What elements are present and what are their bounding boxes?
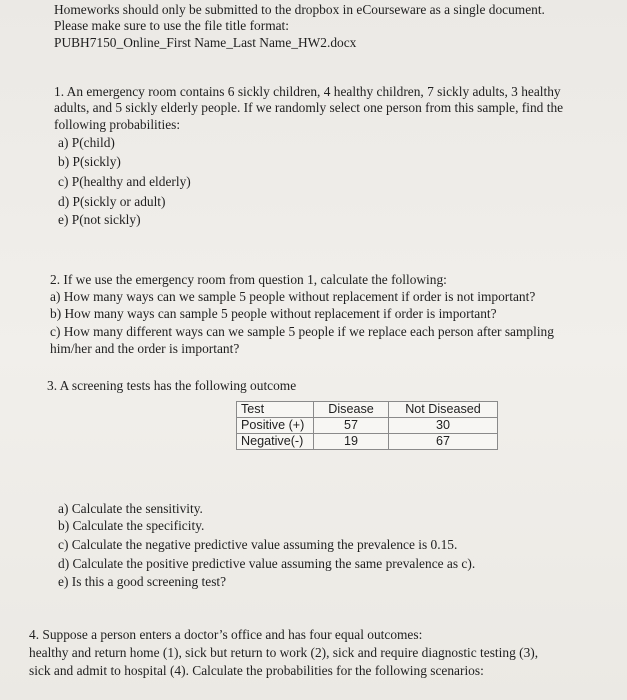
table-cell: 30	[389, 418, 498, 434]
file-title-format: PUBH7150_Online_First Name_Last Name_HW2.docx	[54, 35, 357, 50]
table-cell: Positive (+)	[237, 418, 314, 434]
table-cell: 19	[314, 434, 389, 450]
submission-instruction: Homeworks should only be submitted to the dropbox in eCourseware as a single document.	[54, 2, 545, 17]
q1-text-line-2: adults, and 5 sickly elderly people. If we randomly select one person from this sample, find the	[54, 100, 564, 115]
table-header-cell: Disease	[314, 402, 389, 418]
q1-item-e: e) P(not sickly)	[58, 212, 141, 227]
q4-text-line-1: 4. Suppose a person enters a doctor’s office and has four equal outcomes:	[29, 627, 423, 642]
table-cell: 67	[389, 434, 498, 450]
q2-item-b: b) How many ways can sample 5 people without replacement if order is important?	[50, 306, 497, 321]
q4-text-line-3: sick and admit to hospital (4). Calculate the probabilities for the following scenarios:	[29, 663, 484, 678]
q3-item-a: a) Calculate the sensitivity.	[58, 501, 203, 516]
q2-item-c-continued: him/her and the order is important?	[50, 341, 240, 356]
table-row	[237, 434, 498, 450]
q3-item-d: d) Calculate the positive predictive value assuming the same prevalence as c).	[58, 556, 476, 571]
table-row	[237, 418, 498, 434]
q1-item-a: a) P(child)	[58, 135, 115, 150]
table-header-cell: Not Diseased	[389, 402, 498, 418]
q3-item-b: b) Calculate the specificity.	[58, 518, 205, 533]
screening-outcome-table	[236, 401, 498, 450]
q1-text-line-3: following probabilities:	[54, 117, 181, 132]
q1-item-b: b) P(sickly)	[58, 154, 121, 169]
table-header-cell: Test	[237, 402, 314, 418]
table-header-row	[237, 402, 498, 418]
file-format-instruction: Please make sure to use the file title format:	[54, 18, 290, 33]
table-cell: Negative(-)	[237, 434, 314, 450]
q1-item-d: d) P(sickly or adult)	[58, 194, 166, 209]
q3-intro: 3. A screening tests has the following outcome	[47, 378, 297, 393]
q1-text-line-1: 1. An emergency room contains 6 sickly children, 4 healthy children, 7 sickly adults, 3 healthy	[54, 84, 561, 99]
q2-item-a: a) How many ways can we sample 5 people without replacement if order is not important?	[50, 289, 536, 304]
q3-item-e: e) Is this a good screening test?	[58, 574, 227, 589]
q4-text-line-2: healthy and return home (1), sick but return to work (2), sick and require diagnostic testing (3),	[29, 645, 539, 660]
q3-item-c: c) Calculate the negative predictive value assuming the prevalence is 0.15.	[58, 537, 458, 552]
table-cell: 57	[314, 418, 389, 434]
q2-item-c: c) How many different ways can we sample 5 people if we replace each person after sampling	[50, 324, 554, 339]
q2-text-line-1: 2. If we use the emergency room from question 1, calculate the following:	[50, 272, 447, 287]
q1-item-c: c) P(healthy and elderly)	[58, 174, 191, 189]
